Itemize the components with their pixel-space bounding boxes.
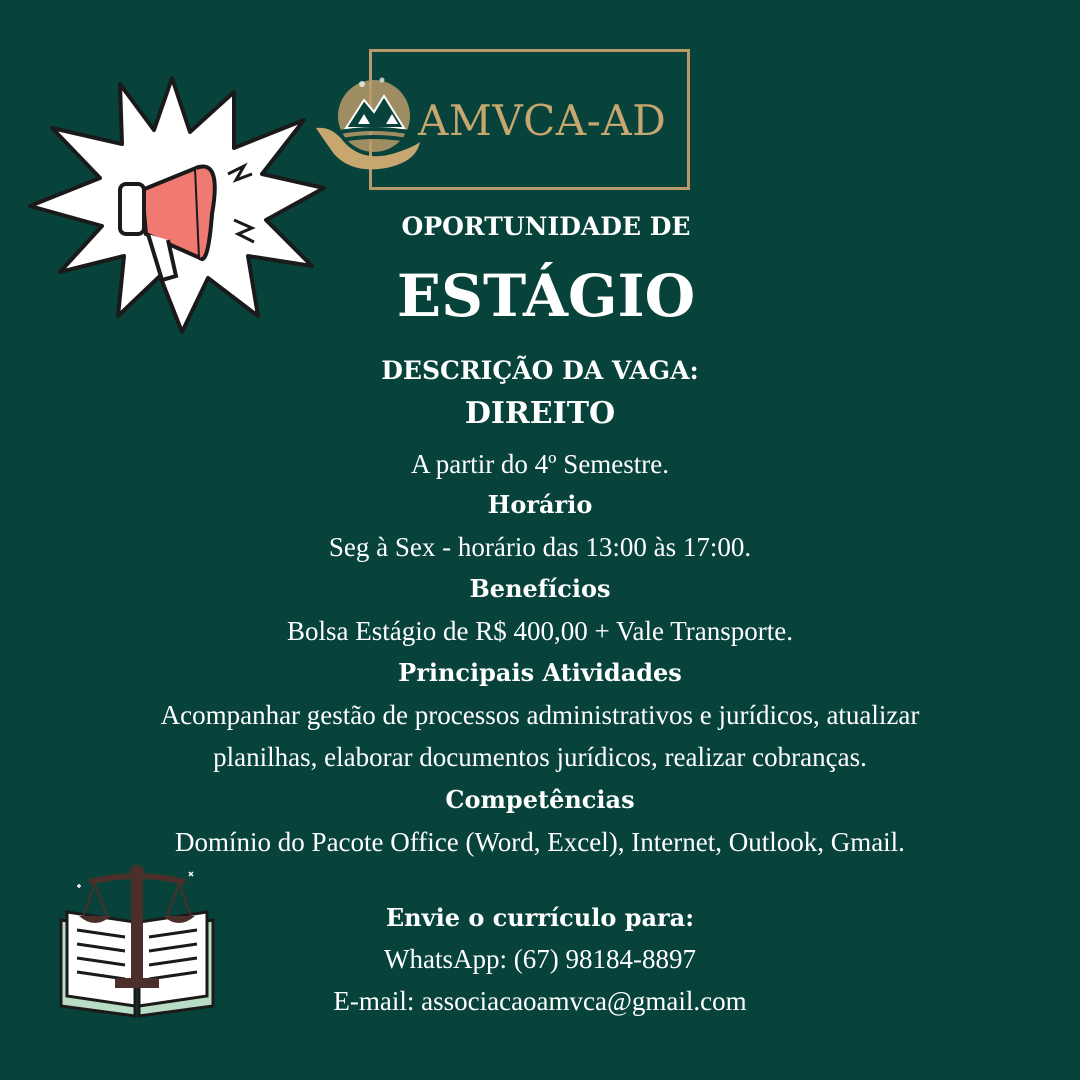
job-area: DIREITO: [464, 396, 616, 431]
activities-line-2: planilhas, elaborar documentos jurídicos, realizar cobranças.: [213, 742, 867, 772]
job-requirement: A partir do 4º Semestre.: [410, 449, 670, 479]
contact-email: E-mail: associacaoamvca@gmail.com: [333, 986, 747, 1016]
schedule-label: Horário: [487, 490, 593, 519]
benefits-label: Benefícios: [469, 574, 611, 603]
skills-label: Competências: [445, 785, 635, 814]
brand-name: AMVCA-AD: [418, 96, 667, 145]
schedule-value: Seg à Sex - horário das 13:00 às 17:00.: [328, 532, 752, 562]
logo-emblem-icon: [312, 66, 427, 180]
contact-label: Envie o currículo para:: [385, 903, 695, 932]
contact-whatsapp: WhatsApp: (67) 98184-8897: [384, 944, 696, 974]
activities-line-1: Acompanhar gestão de processos administrativos e jurídicos, atualizar: [160, 700, 920, 730]
headline-small: OPORTUNIDADE DE: [401, 212, 691, 241]
benefits-value: Bolsa Estágio de R$ 400,00 + Vale Transporte.: [287, 616, 793, 646]
description-label: DESCRIÇÃO DA VAGA:: [381, 356, 699, 385]
skills-value: Domínio do Pacote Office (Word, Excel), Internet, Outlook, Gmail.: [175, 827, 905, 857]
activities-label: Principais Atividades: [398, 658, 682, 687]
headline-big: ESTÁGIO: [396, 262, 696, 330]
